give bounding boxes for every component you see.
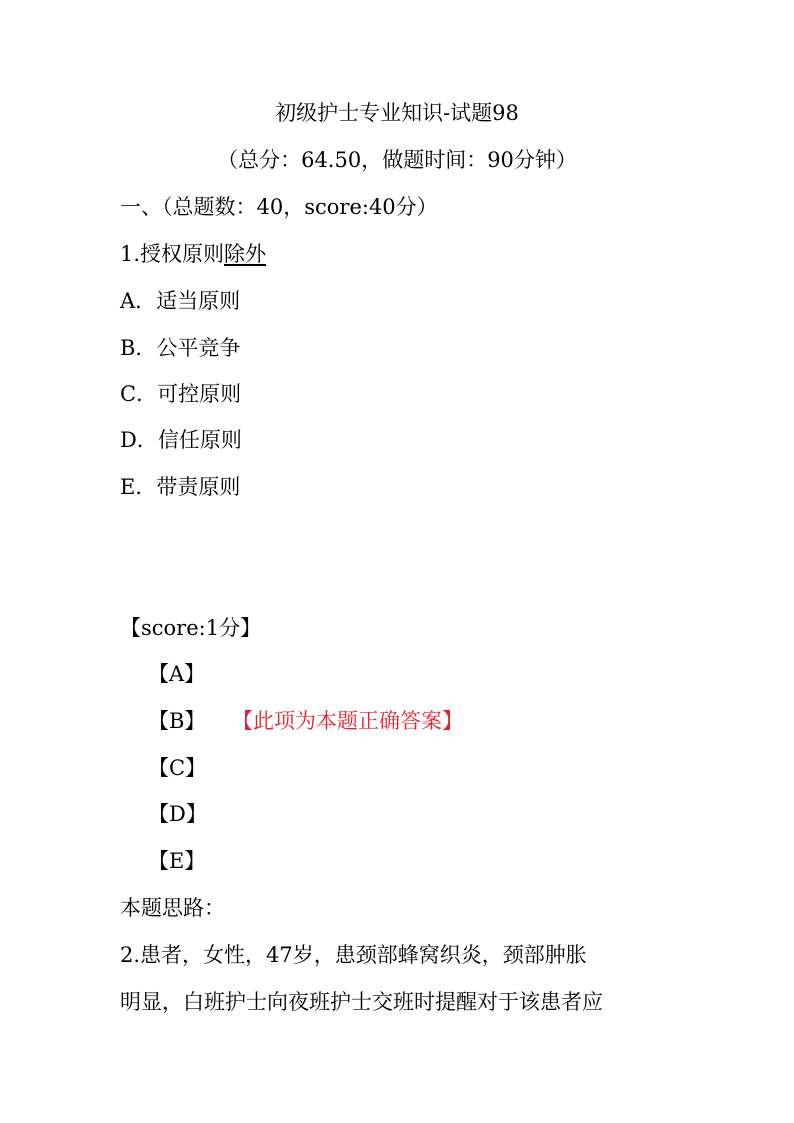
page-title: 初级护士专业知识-试题98 xyxy=(275,101,519,125)
answer-e: 【E】 xyxy=(148,849,206,873)
answer-c: 【C】 xyxy=(148,756,207,780)
question-2-line-2: 明显，白班护士向夜班护士交班时提醒对于该患者应 xyxy=(120,990,603,1014)
question-1-stem xyxy=(120,240,266,268)
section-heading: 一、（总题数：40，score:40分） xyxy=(120,195,438,219)
option-a: A．适当原则 xyxy=(120,289,241,313)
option-d: D．信任原则 xyxy=(120,428,242,452)
answer-d: 【D】 xyxy=(148,802,207,826)
option-c: C．可控原则 xyxy=(120,382,242,406)
question-1-text: 1.授权原则 xyxy=(120,242,225,266)
question-1-score: 【score:1分】 xyxy=(120,616,262,640)
option-b: B．公平竞争 xyxy=(120,336,241,360)
answer-b: 【B】 xyxy=(148,709,206,733)
question-2-line-1: 2.患者，女性，47岁，患颈部蜂窝织炎，颈部肿胀 xyxy=(120,943,587,967)
analysis-label: 本题思路： xyxy=(120,896,225,920)
answer-a: 【A】 xyxy=(148,662,206,686)
option-e: E．带责原则 xyxy=(120,475,241,499)
correct-answer-note: 【此项为本题正确答案】 xyxy=(232,709,463,733)
exam-meta: （总分：64.50，做题时间：90分钟） xyxy=(217,148,577,172)
question-1-keyword: 除外 xyxy=(224,242,267,266)
